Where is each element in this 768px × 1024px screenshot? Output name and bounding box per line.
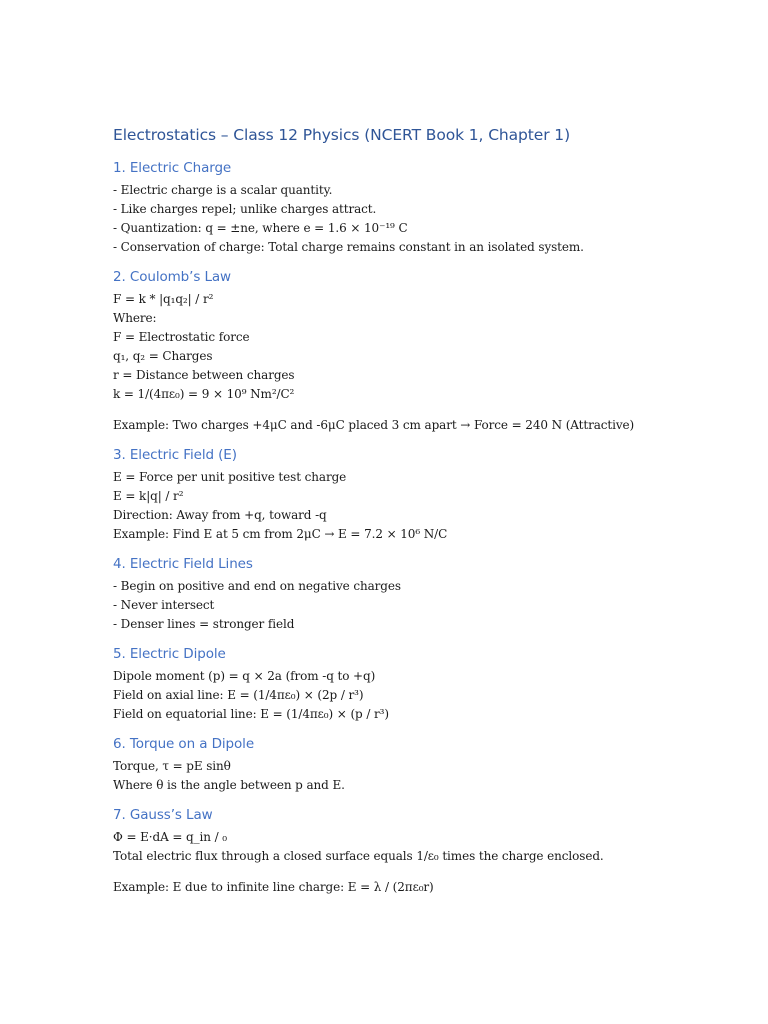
formula-line: F = k * |q₁q₂| / r² [113,292,214,306]
text-line: - Begin on positive and end on negative charges [113,579,401,593]
section-heading: 4. Electric Field Lines [113,556,253,572]
section-gauss-law [113,807,713,897]
document-title: Electrostatics – Class 12 Physics (NCERT Book 1, Chapter 1) [113,126,571,144]
section-electric-charge [113,160,713,257]
text-line: - Conservation of charge: Total charge remains constant in an isolated system. [113,240,584,254]
text-line: Total electric flux through a closed surface equals 1/ε₀ times the charge enclosed. [113,849,604,863]
formula-line: E = k|q| / r² [113,489,184,503]
text-line: q₁, q₂ = Charges [113,349,213,363]
formula-line: Field on axial line: E = (1/4πε₀) × (2p / r³) [113,688,364,702]
text-line: F = Electrostatic force [113,330,250,344]
section-heading: 5. Electric Dipole [113,646,226,662]
section-coulombs-law [113,269,713,435]
section-heading: 3. Electric Field (E) [113,447,237,463]
document-page [113,126,713,909]
section-electric-field [113,447,713,544]
text-line: Where θ is the angle between p and E. [113,778,345,792]
section-heading: 7. Gauss’s Law [113,807,213,823]
section-electric-dipole [113,646,713,724]
section-heading: 1. Electric Charge [113,160,232,176]
section-heading: 6. Torque on a Dipole [113,736,255,752]
example-line: Example: Find E at 5 cm from 2μC → E = 7.2 × 10⁶ N/C [113,527,448,541]
formula-line: k = 1/(4πε₀) = 9 × 10⁹ Nm²/C² [113,387,295,401]
text-line: r = Distance between charges [113,368,295,382]
text-line: - Quantization: q = ±ne, where e = 1.6 × 10⁻¹⁹ C [113,221,408,235]
text-line: Direction: Away from +q, toward -q [113,508,327,522]
formula-line: Field on equatorial line: E = (1/4πε₀) × (p / r³) [113,707,389,721]
text-line: - Electric charge is a scalar quantity. [113,183,333,197]
formula-line: Φ = E·dA = q_in / ₀ [113,830,227,844]
example-line: Example: Two charges +4μC and -6μC placed 3 cm apart → Force = 240 N (Attractive) [113,418,635,432]
text-line: - Never intersect [113,598,215,612]
example-line: Example: E due to infinite line charge: E = λ / (2πε₀r) [113,880,434,894]
section-electric-field-lines [113,556,713,634]
formula-line: Torque, τ = pE sinθ [113,759,231,773]
text-line: Where: [113,311,157,325]
section-torque-on-dipole [113,736,713,795]
text-line: - Like charges repel; unlike charges attract. [113,202,377,216]
text-line: E = Force per unit positive test charge [113,470,347,484]
formula-line: Dipole moment (p) = q × 2a (from -q to +q) [113,669,376,683]
section-heading: 2. Coulomb’s Law [113,269,231,285]
text-line: - Denser lines = stronger field [113,617,295,631]
